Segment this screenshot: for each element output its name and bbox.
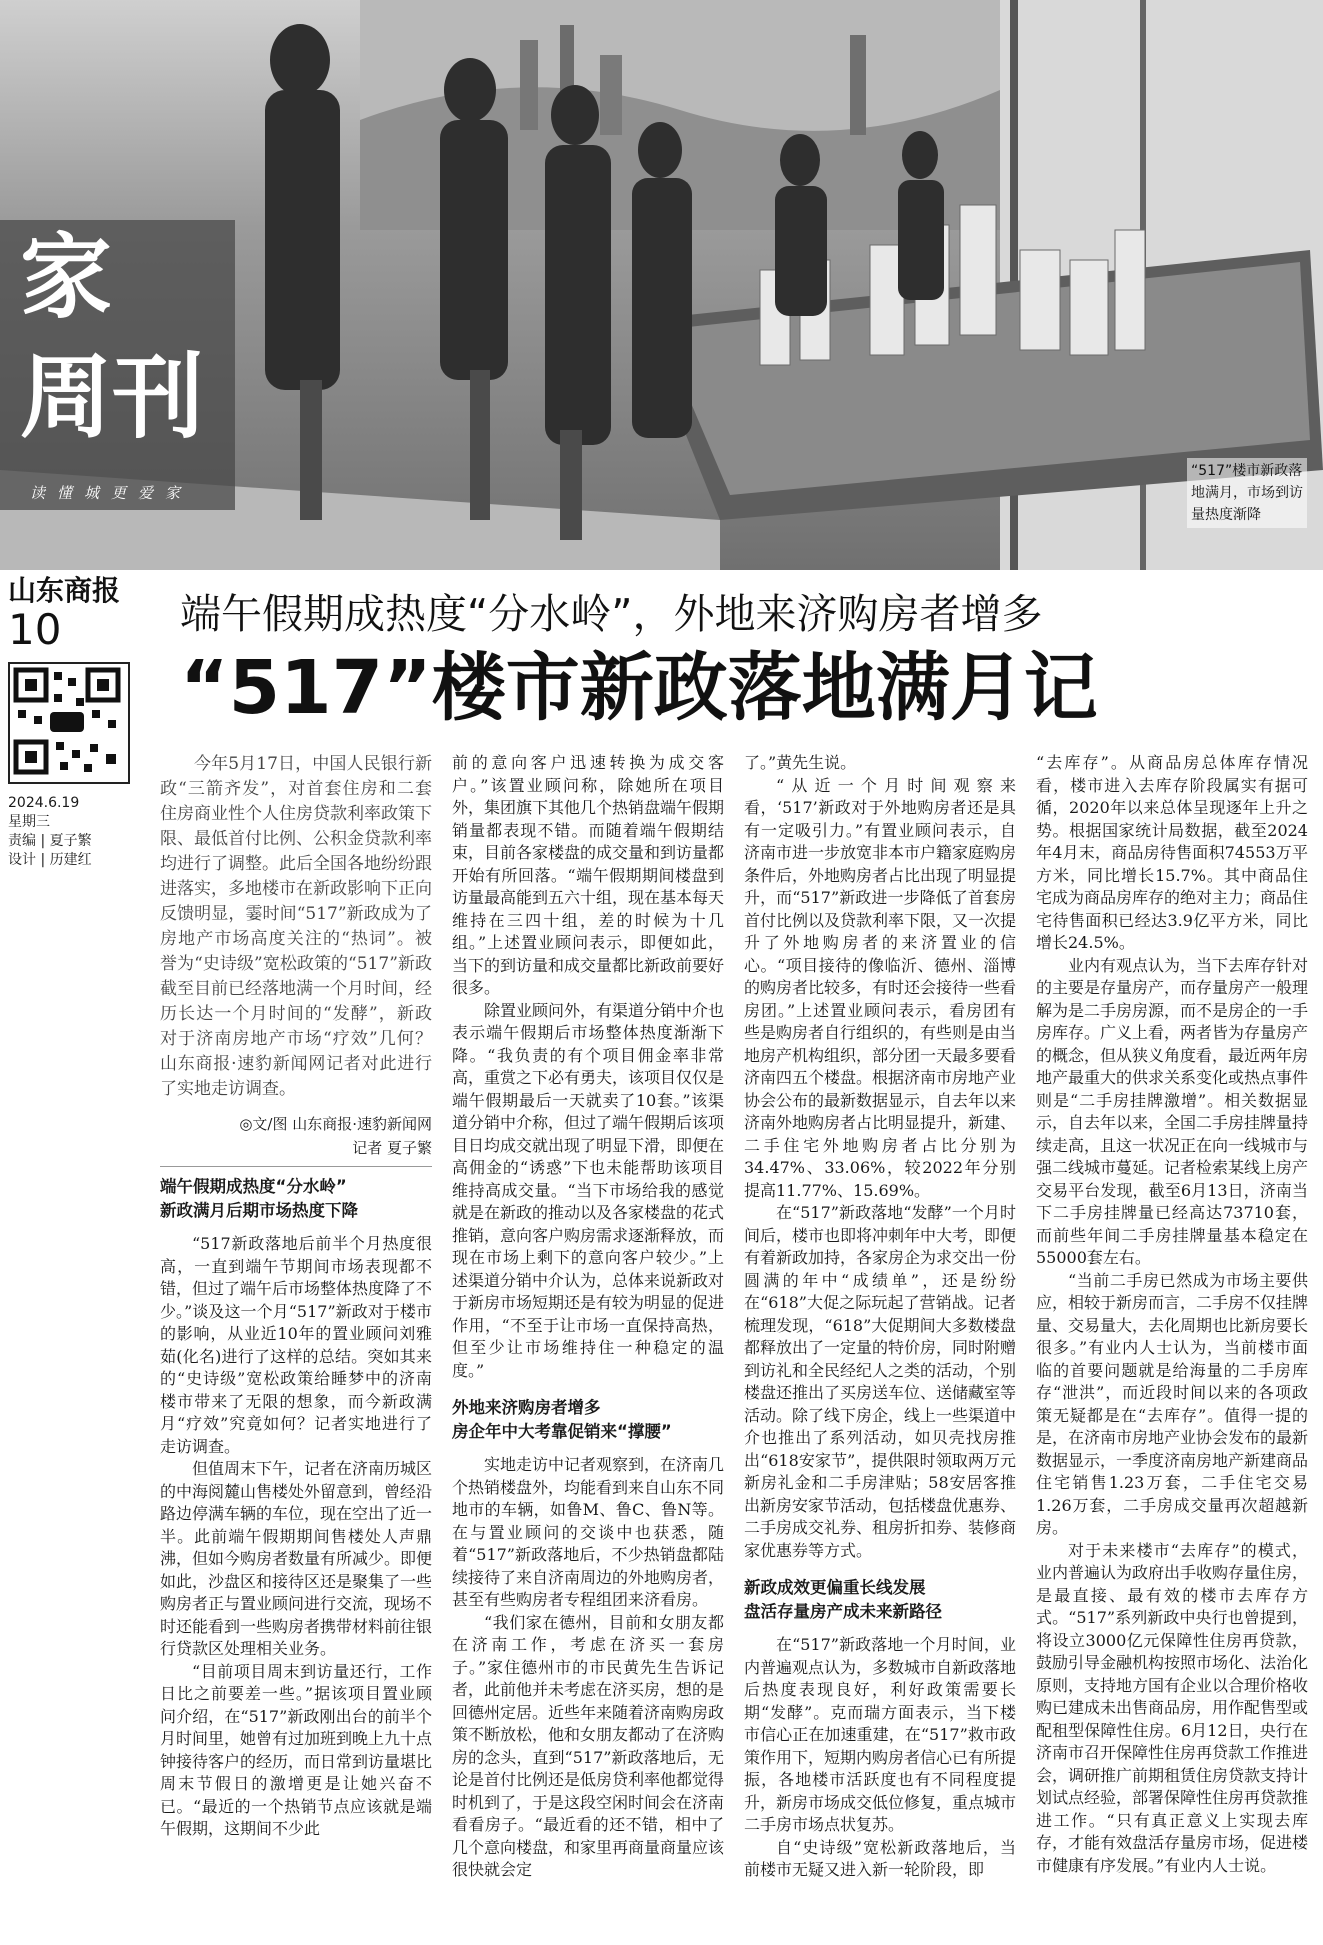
paper-name: 山东商报 <box>8 574 121 607</box>
paragraph: 在“517”新政落地一个月时间，业内普遍观点认为，多数城市自新政落地后热度表现良好，利好政策需要长期“发酵”。克而瑞方面表示，当下楼市信心正在加速重建，在“517”救市政策作用下，短期内购房者信心已有所提振，各地楼市活跃度也有不同程度提升，新房市场成交低位修复，重点城市二手房市场点状复苏。 <box>744 1635 1017 1834</box>
editor-credit: 责编 | 夏子繁 <box>8 833 92 849</box>
issue-weekday: 星期三 <box>8 814 50 830</box>
byline-source: ◎文/图 山东商报·速豹新闻网 <box>239 1115 432 1133</box>
paragraph: “目前项目周末到访量还行，工作日比之前要差一些。”据该项目置业顾问介绍，在“517”新政刚出台的前半个月时间里，她曾有过加班到晚上九十点钟接待客户的经历，而日常到访量堪比周末节假日的激增更是让她兴奋不已。“最近的一个热销节点应该就是端午假期，这期间不少此 <box>160 1661 433 1838</box>
subhead-3-line2: 盘活存量房产成未来新路径 <box>744 1602 942 1621</box>
issue-date: 2024.6.19 <box>8 795 80 811</box>
photo-caption: “517”楼市新政落地满月，市场到访量热度渐降 <box>1187 458 1307 528</box>
page-number: 10 <box>8 605 62 654</box>
subhead-1-line1: 端午假期成热度“分水岭” <box>160 1177 347 1196</box>
subhead-3 <box>744 1576 1016 1624</box>
article-lead: 今年5月17日，中国人民银行新政“三箭齐发”，对首套住房和二套住房商业性个人住房贷款利率政策下限、最低首付比例、公积金贷款利率均进行了调整。此后全国各地纷纷跟进落实，多地楼市在新政影响下正向反馈明显，霎时间“517”新政成为了房地产市场高度关注的“热词”。被誉为“史诗级”宽松政策的“517”新政截至目前已经落地满一个月时间，经历长达一个月时间的“发酵”，新政对于济南房地产市场“疗效”几何？山东商报·速豹新闻网记者对此进行了实地走访调查。 <box>160 754 432 1099</box>
qr-code-icon[interactable] <box>8 662 130 784</box>
paragraph: “从近一个月时间观察来看，‘517’新政对于外地购房者还是具有一定吸引力。”有置业顾问表示，自济南市进一步放宽非本市户籍家庭购房条件后，外地购房者占比出现了明显提升，而“517”新政进一步降低了首套房首付比例以及贷款利率下限，又一次提升了外地购房者的来济置业的信心。“项目接待的像临沂、德州、淄博的购房者比较多，有时还会接待一些看房团。”上述置业顾问表示，看房团有些是购房者自行组织的，有些则是由当地房产机构组织，部分团一天最多要看济南四五个楼盘。根据济南市房地产业协会公布的最新数据显示，自去年以来济南外地购房者占比明显提升，新建、二手住宅外地购房者占比分别为34.47%、33.06%，较2022年分别提高11.77%、15.69%。 <box>744 775 1017 1200</box>
article-column-4 <box>1036 752 1308 1877</box>
paragraph: 除置业顾问外，有渠道分销中介也表示端午假期后市场整体热度渐渐下降。“我负责的有个项目佣金率非常高，重赏之下必有勇夫，该项目仅仅是端午假期最后一天就卖了10套。”该渠道分销中介称，但过了端午假期后该项目日均成交就出现了明显下滑，即便在高佣金的“诱惑”下也未能帮助该项目维持高成交量。“当下市场给我的感觉就是在新政的推动以及各家楼盘的花式推销，意向客户购房需求逐渐释放，而现在市场上剩下的意向客户较少。”上述渠道分销中介认为，总体来说新政对于新房市场短期还是有较为明显的促进作用，“不至于让市场一直保持高热，但至少让市场维持住一种稳定的温度。” <box>452 1000 725 1380</box>
paragraph: 自“史诗级”宽松新政落地后，当前楼市无疑又进入新一轮阶段，即 <box>744 1837 1016 1879</box>
article-column-3 <box>744 752 1016 1882</box>
masthead-info <box>0 574 148 868</box>
divider <box>160 1166 432 1167</box>
subhead-2-line1: 外地来济购房者增多 <box>452 1398 601 1417</box>
article-column-2 <box>452 752 724 1882</box>
paragraph: 了。”黄先生说。 <box>744 753 857 772</box>
subhead-2 <box>452 1396 724 1444</box>
subhead-3-line1: 新政成效更偏重长线发展 <box>744 1578 926 1597</box>
byline-reporter: 记者 夏子繁 <box>352 1139 432 1157</box>
paragraph: 业内有观点认为，当下去库存针对的主要是存量房产，而存量房产一般理解为是二手房房源，而不是房企的一手房库存。广义上看，两者皆为存量房产的概念，但从狭义角度看，最近两年房地产最重大的供求关系变化或热点事件则是“二手房挂牌激增”。相关数据显示，自去年以来，全国二手房挂牌量持续走高，且这一状况正在向一线城市与强二线城市蔓延。记者检索某线上房产交易平台发现，截至6月13日，济南当下二手房挂牌量已经高达73710套，而前些年间二手房挂牌量基本稳定在55000套左右。 <box>1036 955 1309 1267</box>
paragraph: “当前二手房已然成为市场主要供应，相较于新房而言，二手房不仅挂牌量、交易量大，去化周期也比新房要长很多。”有业内人士认为，当前楼市面临的首要问题就是给海量的二手房库存“泄洪”，而近段时间以来的各项政策无疑都是在“去库存”。值得一提的是，在济南市房地产业协会发布的最新数据显示，一季度济南房地产新建商品住宅销售1.23万套，二手住宅交易1.26万套，二手房成交量再次超越新房。 <box>1036 1270 1309 1537</box>
section-title-weekly: 周刊 <box>20 344 205 451</box>
section-banner <box>0 220 235 510</box>
section-title-char: 家 <box>20 224 113 331</box>
headline-kicker: 端午假期成热度“分水岭”，外地来济购房者增多 <box>180 590 1043 638</box>
paragraph: 但值周末下午，记者在济南历城区的中海阅麓山售楼处外留意到，曾经沿路边停满车辆的车位，现在空出了近一半。此前端午假期期间售楼处人声鼎沸，但如今购房者数量有所减少。即便如此，沙盘区和接待区还是聚集了一些购房者正与置业顾问进行交流，现场不时还能看到一些购房者携带材料前往银行贷款区处理相关业务。 <box>160 1459 433 1658</box>
designer-credit: 设计 | 历建红 <box>8 852 92 868</box>
paragraph: 前的意向客户迅速转换为成交客户。”该置业顾问称，除她所在项目外，集团旗下其他几个热销盘端午假期销量都表现不错。而随着端午假期结束，目前各家楼盘的成交量和到访量都开始有所回落。“端午假期期间楼盘到访量最高能到五六十组，现在基本每天维持在三四十组，差的时候为十几组。”上述置业顾问表示，即便如此，当下的到访量和成交量都比新政前要好很多。 <box>452 753 725 997</box>
subhead-1-line2: 新政满月后期市场热度下降 <box>160 1201 358 1220</box>
headline-main: “517”楼市新政落地满月记 <box>180 645 1098 731</box>
subhead-2-line2: 房企年中大考靠促销来“撑腰” <box>452 1422 672 1441</box>
article-column-1 <box>160 752 432 1841</box>
subhead-1 <box>160 1175 432 1223</box>
paragraph: “去库存”。从商品房总体库存情况看，楼市进入去库存阶段属实有据可循，2020年以来总体呈现逐年上升之势。根据国家统计局数据，截至2024年4月末，商品房待售面积74553万平方米，同比增长15.7%。其中商品住宅成为商品房库存的绝对主力；商品住宅待售面积已经达3.9亿平方米，同比增长24.5%。 <box>1036 753 1309 952</box>
paragraph: 实地走访中记者观察到，在济南几个热销楼盘外，均能看到来自山东不同地市的车辆，如鲁M、鲁C、鲁N等。在与置业顾问的交谈中也获悉，随着“517”新政落地后，不少热销盘都陆续接待了来自济南周边的外地购房者，甚至有些购房者专程组团来济看房。 <box>452 1455 725 1609</box>
paragraph: 在“517”新政落地“发酵”一个月时间后，楼市也即将冲刺年中大考，即便有着新政加持，各家房企为求交出一份圆满的年中“成绩单”，还是纷纷在“618”大促之际玩起了营销战。记者梳理发现，“618”大促期间大多数楼盘都释放出了一定量的特价房，同时附赠到访礼和全民经纪人之类的活动，个别楼盘还推出了买房送车位、送储藏室等活动。除了线下房企，线上一些渠道中介也推出了系列活动，如贝壳找房推出“618安家节”，提供限时领取两万元新房礼金和二手房津贴；58安居客推出新房安家节活动，包括楼盘优惠券、二手房成交礼券、租房折扣券、装修商家优惠券等方式。 <box>744 1203 1017 1560</box>
section-slogan: 读懂城更爱家 <box>30 484 193 502</box>
paragraph: “我们家在德州，目前和女朋友都在济南工作，考虑在济买一套房子。”家住德州市的市民黄先生告诉记者，此前他并未考虑在济买房，想的是回德州定居。近些年来随着济南购房政策不断放松，他和女朋友都动了在济购房的念头，直到“517”新政落地后，无论是首付比例还是低房贷利率他都觉得时机到了，于是这段空闲时间会在济南看看房子。“最近看的还不错，相中了几个意向楼盘，和家里再商量商量应该很快就会定 <box>452 1612 725 1879</box>
paragraph: 对于未来楼市“去库存”的模式，业内普遍认为政府出手收购存量住房，是最直接、最有效的楼市去库存方式。“517”系列新政中央行也曾提到，将设立3000亿元保障性住房再贷款，鼓励引导金融机构按照市场化、法治化原则，支持地方国有企业以合理价格收购已建成未出售商品房，用作配售型或配租型保障性住房。6月12日，央行在济南市召开保障性住房再贷款工作推进会，调研推广前期租赁住房贷款支持计划试点经验，部署保障性住房再贷款推进工作。“只有真正意义上实现去库存，才能有效盘活存量房市场，促进楼市健康有序发展。”有业内人士说。 <box>1036 1540 1309 1875</box>
paragraph: “517新政落地后前半个月热度很高，一直到端午节期间市场表现都不错，但过了端午后市场整体热度降了不少。”谈及这一个月“517”新政对于楼市的影响，从业近10年的置业顾问刘雅茹(化名)进行了这样的总结。突如其来的“史诗级”宽松政策给睡梦中的济南楼市带来了无限的想象，而今新政满月“疗效”究竟如何？记者实地进行了走访调查。 <box>160 1234 433 1456</box>
